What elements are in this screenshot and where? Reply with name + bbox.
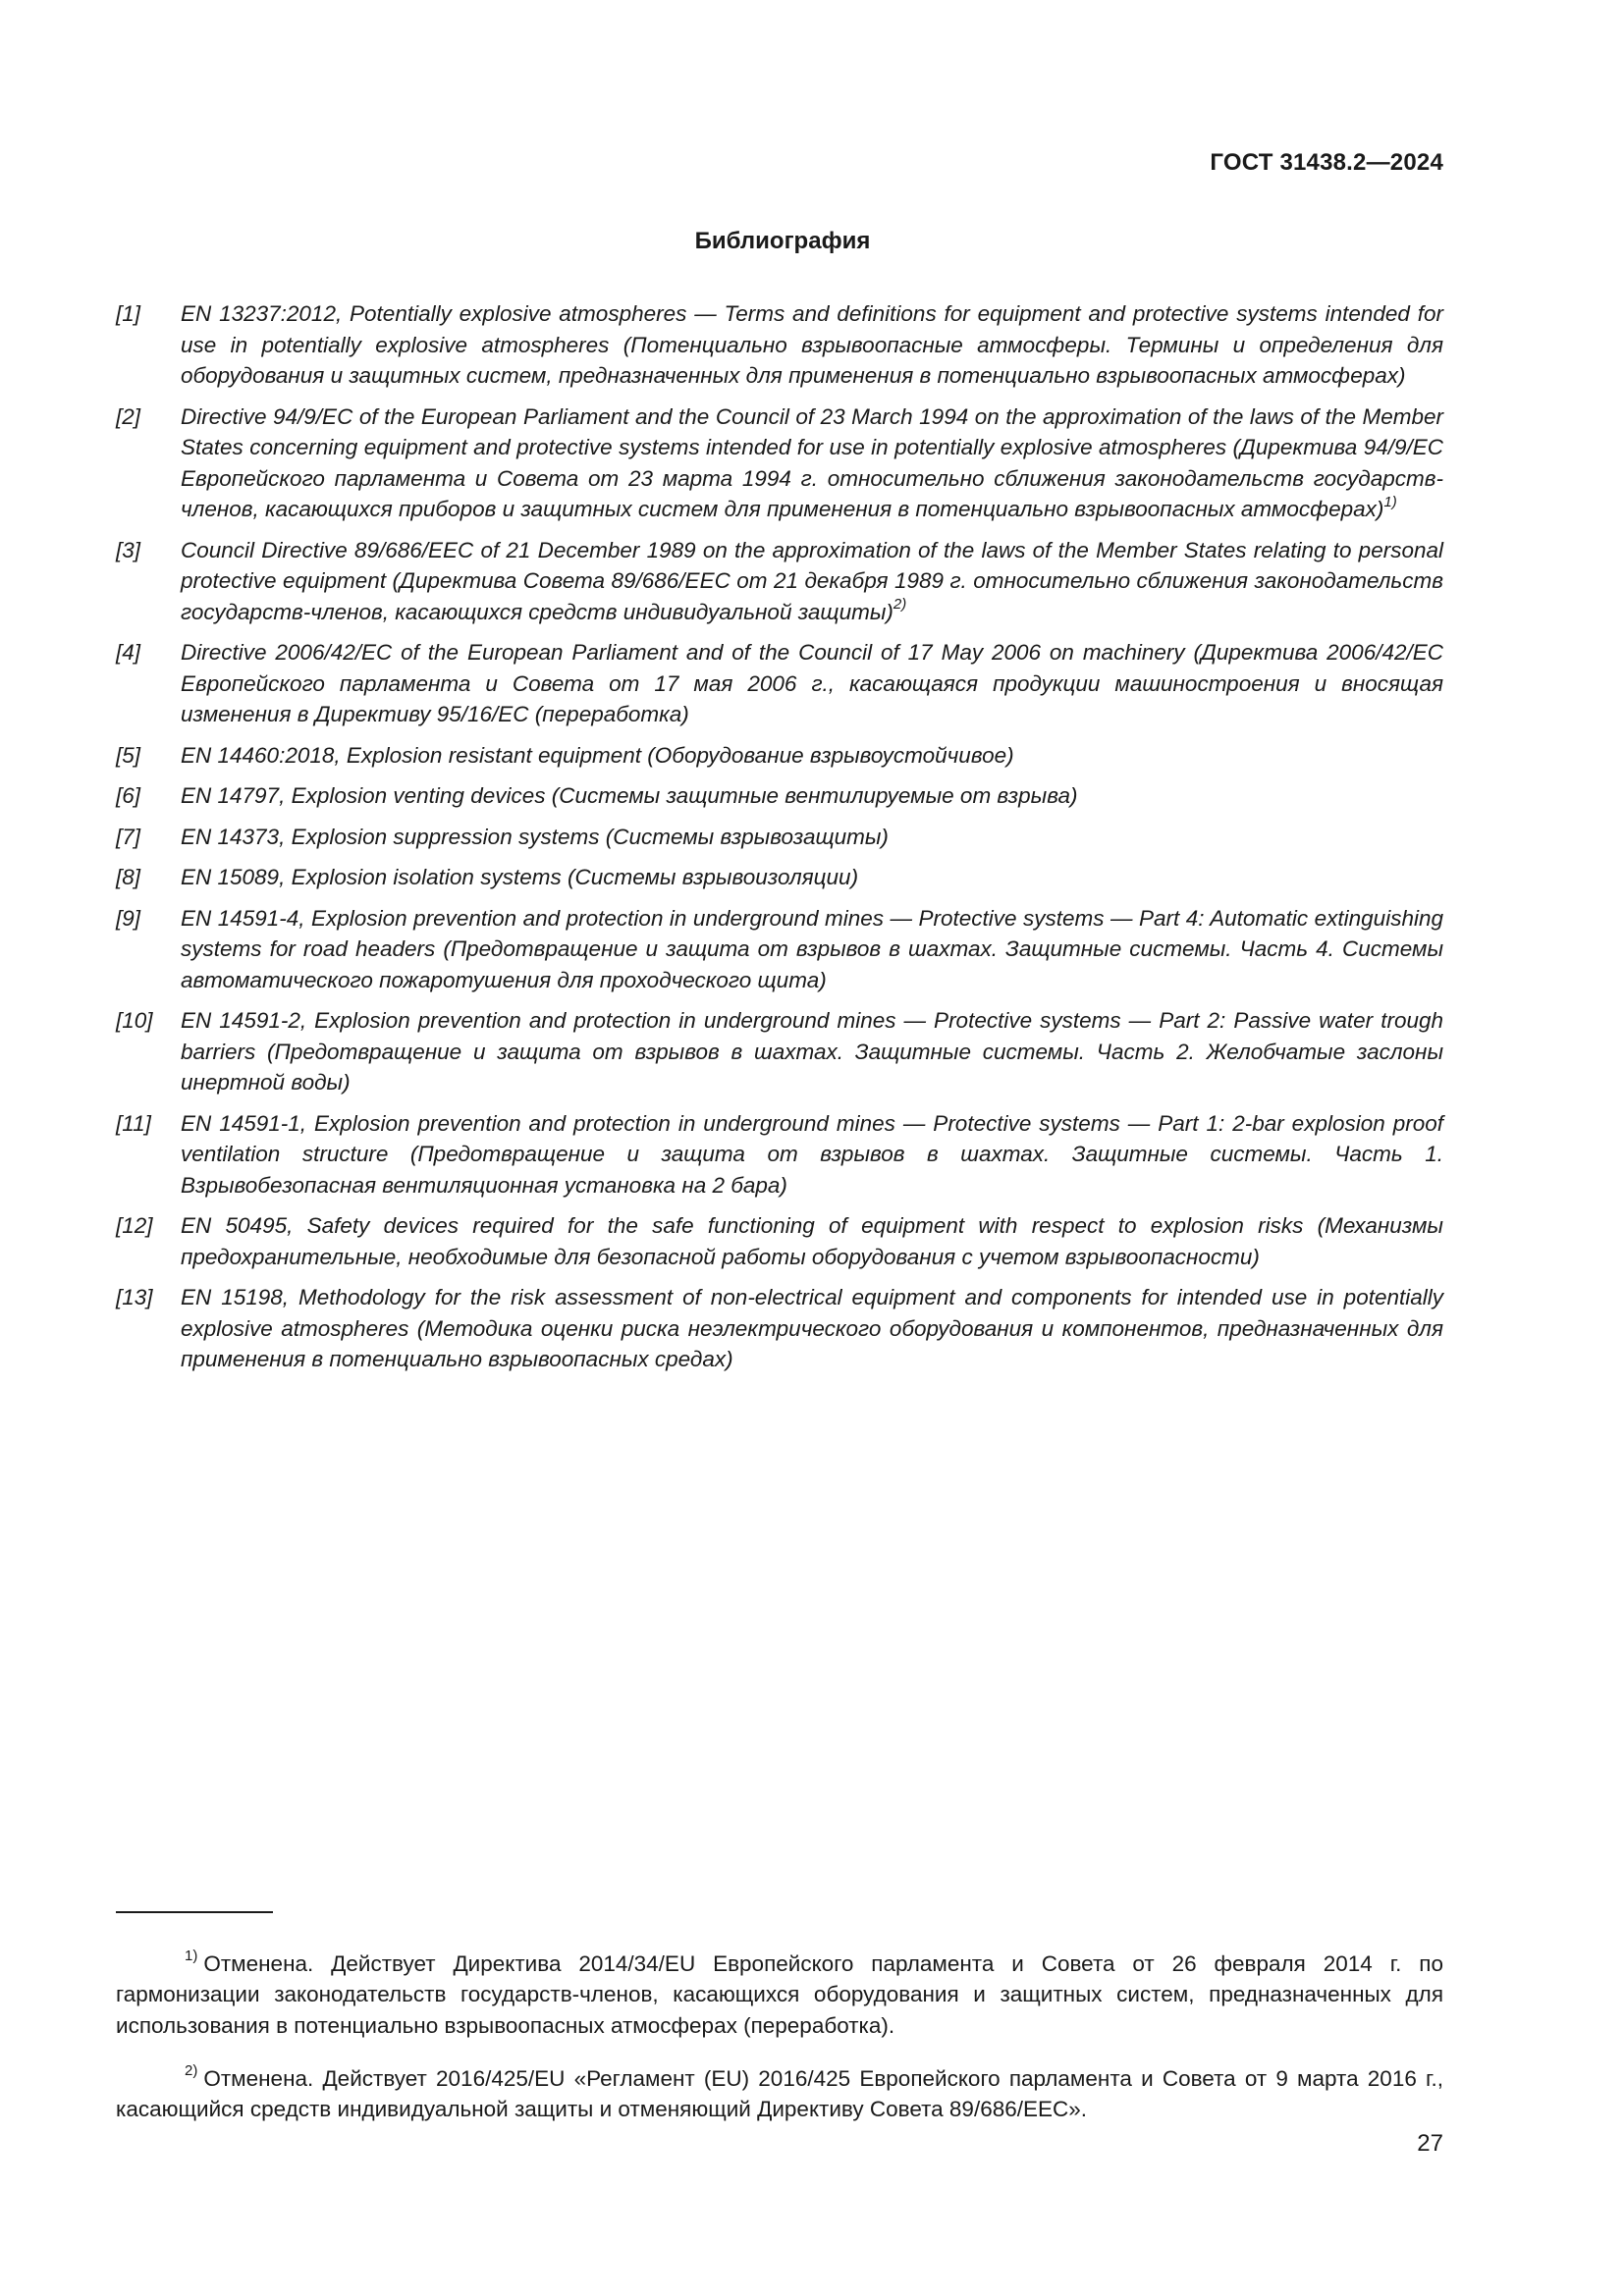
- bibliography-entry: [116, 637, 1443, 730]
- bibliography-entry: [116, 401, 1443, 525]
- footnote: [116, 1949, 1443, 2042]
- entry-text: Council Directive 89/686/EEC of 21 December 1989 on the approximation of the laws of the Member States relating to personal protective equipment (Директива Совета 89/686/EEC от 21 декабря 1989 г. относительно сближения законодательств государств-членов, касающихся средств индивидуальной защиты)$^{2)}$: [181, 537, 1443, 624]
- entry-text: Directive 2006/42/EC of the European Parliament and of the Council of 17 May 2006 on machinery (Директива 2006/42/ЕС Европейского парламента и Совета от 17 мая 2006 г., касающаяся продукции машиностроения и вносящая изменения в Директиву 95/16/ЕС (переработка): [181, 640, 1443, 726]
- bibliography-entry: [116, 780, 1443, 812]
- bibliography-entry: [116, 903, 1443, 996]
- entry-number: [2]: [116, 403, 141, 429]
- entry-number: [12]: [116, 1213, 153, 1238]
- footnote-text: Отменена. Действует Директива 2014/34/EU Европейского парламента и Совета от 26 февраля 2014 г. по гармонизации законодательств государств-членов, касающихся оборудования и защитных систем, предназначенных для использования в потенциально взрывоопасных атмосферах (переработка).: [116, 1950, 1443, 2038]
- entry-text: EN 14373, Explosion suppression systems (Системы взрывозащиты): [181, 824, 889, 849]
- bibliography-entry: [116, 1210, 1443, 1272]
- bibliography-entry: [116, 298, 1443, 392]
- entry-text: EN 14460:2018, Explosion resistant equipment (Оборудование взрывоустойчивое): [181, 742, 1014, 768]
- entry-text: EN 14591-4, Explosion prevention and protection in underground mines — Protective systems — Part 4: Automatic extinguishing systems for road headers (Предотвращение и защита от взрывов в шахтах. Защитные системы. Часть 4. Системы автоматического пожаротушения для проходческого щита): [181, 905, 1443, 992]
- footnotes: [116, 1926, 1443, 2135]
- bibliography-entry: [116, 862, 1443, 893]
- entry-number: [3]: [116, 537, 141, 562]
- entry-text: EN 15198, Methodology for the risk assessment of non-electrical equipment and components for intended use in potentially explosive atmospheres (Методика оценки риска неэлектрического оборудования и компонентов, предназначенных для применения в потенциально взрывоопасных средах): [181, 1285, 1443, 1371]
- footnote-mark: 2): [185, 2062, 198, 2079]
- entry-number: [7]: [116, 824, 141, 849]
- entry-number: [5]: [116, 742, 141, 768]
- entry-text: EN 13237:2012, Potentially explosive atmospheres — Terms and definitions for equipment and protective systems intended for use in potentially explosive atmospheres (Потенциально взрывоопасные атмосферы. Термины и определения для оборудования и защитных систем, предназначенных для применения в потенциально взрывоопасных атмосферах): [181, 301, 1443, 388]
- entry-number: [11]: [116, 1110, 151, 1136]
- entry-text: EN 15089, Explosion isolation systems (Системы взрывоизоляции): [181, 865, 859, 889]
- footnote-mark: 1): [185, 1948, 198, 1964]
- bibliography-entry: [116, 822, 1443, 853]
- entry-number: [10]: [116, 1008, 153, 1033]
- entry-text: EN 14591-2, Explosion prevention and protection in underground mines — Protective systems — Part 2: Passive water trough barriers (Предотвращение и защита от взрывов в шахтах. Защитные системы. Часть 2. Желобчатые заслоны инертной воды): [181, 1008, 1443, 1095]
- entry-number: [4]: [116, 640, 141, 665]
- bibliography-entry: [116, 740, 1443, 772]
- entry-text: EN 14797, Explosion venting devices (Системы защитные вентилируемые от взрыва): [181, 783, 1078, 808]
- entry-number: [13]: [116, 1285, 153, 1309]
- entry-number: [9]: [116, 905, 141, 931]
- section-title: Библиография: [694, 228, 871, 254]
- page-number: 27: [1417, 2130, 1443, 2157]
- bibliography-entry: [116, 535, 1443, 628]
- footnote-ref: 1): [1383, 493, 1397, 510]
- entry-text: EN 50495, Safety devices required for the safe functioning of equipment with respect to explosion risks (Механизмы предохранительные, необходимые для безопасной работы оборудования с учетом взрывоопасности): [181, 1213, 1443, 1269]
- entry-text: Directive 94/9/EC of the European Parliament and the Council of 23 March 1994 on the approximation of the laws of the Member States concerning equipment and protective systems intended for use in potentially explosive atmospheres (Директива 94/9/ЕС Европейского парламента и Совета от 23 марта 1994 г. относительно сближения законодательств государств-членов, касающихся приборов и защитных систем для применения в потенциально взрывоопасных атмосферах)$^{1)}$: [181, 403, 1443, 521]
- entry-number: [8]: [116, 865, 141, 889]
- entry-number: [1]: [116, 301, 141, 326]
- bibliography-entry: [116, 1005, 1443, 1098]
- entry-text: EN 14591-1, Explosion prevention and protection in underground mines — Protective systems — Part 1: 2-bar explosion proof ventilation structure (Предотвращение и защита от взрывов в шахтах. Защитные системы. Часть 1. Взрывобезопасная вентиляционная установка на 2 бара): [181, 1110, 1443, 1198]
- footnote-ref: 2): [893, 596, 907, 613]
- bibliography-entry: [116, 1282, 1443, 1375]
- bibliography-list: [116, 298, 1443, 1385]
- footnote: [116, 2063, 1443, 2125]
- footnote-text: Отменена. Действует 2016/425/EU «Регламент (EU) 2016/425 Европейского парламента и Совета от 9 марта 2016 г., касающийся средств индивидуальной защиты и отменяющий Директиву Совета 89/686/EEC».: [116, 2065, 1443, 2121]
- bibliography-entry: [116, 1108, 1443, 1201]
- entry-number: [6]: [116, 783, 141, 808]
- footnote-divider: [116, 1911, 273, 1913]
- standard-id: ГОСТ 31438.2—2024: [1210, 149, 1443, 176]
